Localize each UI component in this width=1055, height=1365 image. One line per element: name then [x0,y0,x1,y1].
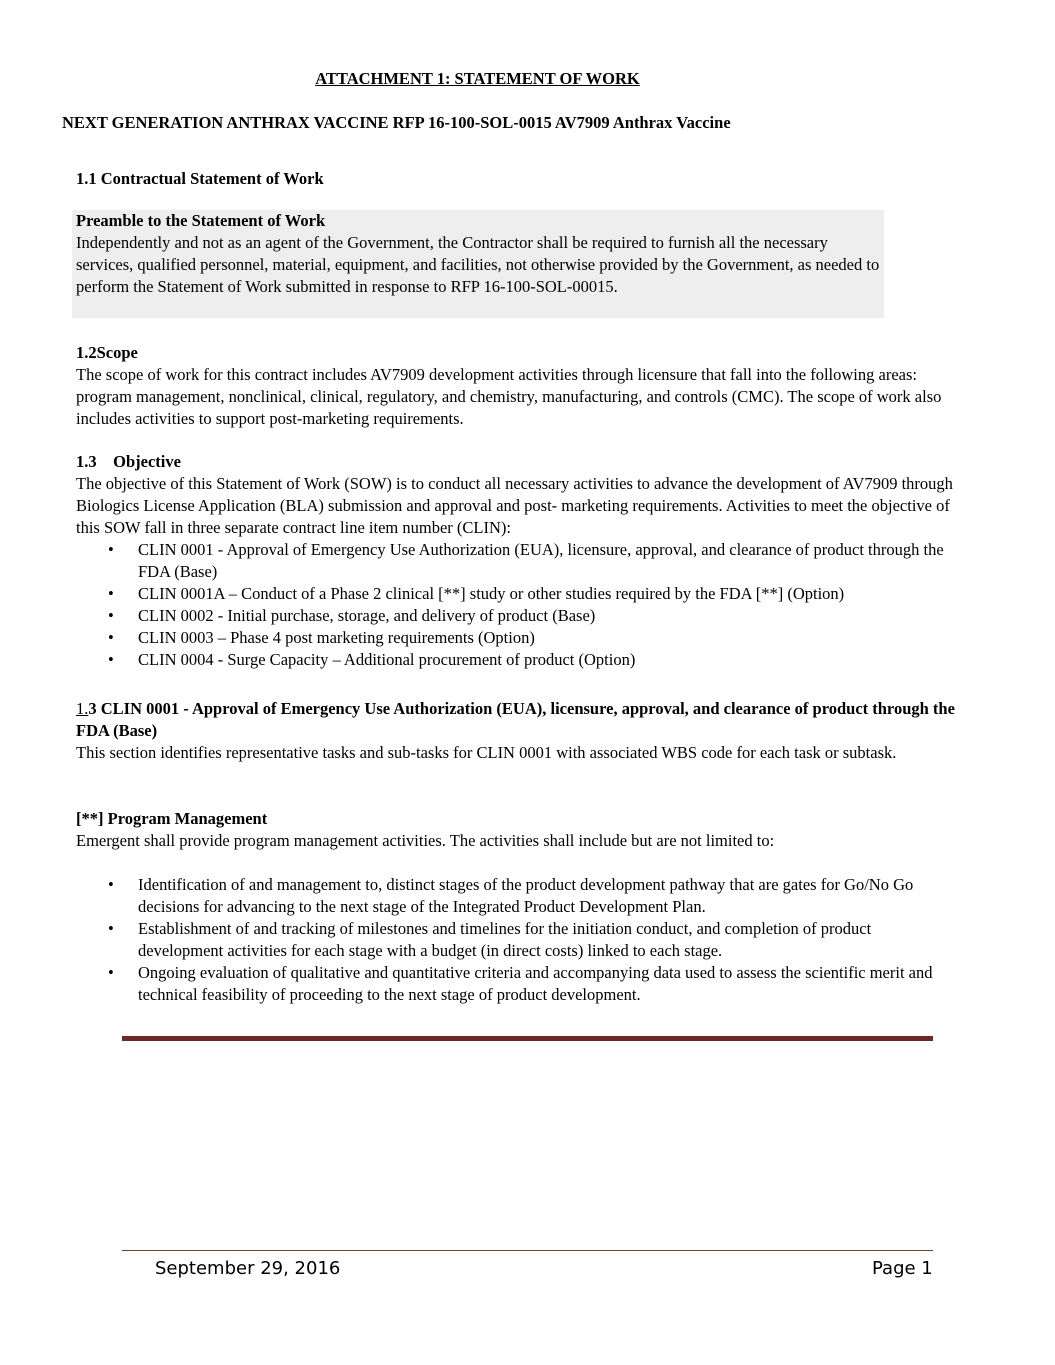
section-1-3-text: The objective of this Statement of Work (SOW) is to conduct all necessary activities to advance the development of AV7909 through Biologics License Application (BLA) submission and approval and post- marketing requirements. Activities to meet the objective of this SOW fall in three separate contract line item number (CLIN): [76,474,953,537]
bullet-icon: • [108,540,114,559]
clin-0001-heading: 1.3 CLIN 0001 - Approval of Emergency Use Authorization (EUA), licensure, approval, and clearance of product through the FDA (Base) [76,699,955,740]
preamble-block [76,210,882,298]
bullet-icon: • [108,875,114,894]
list-item: • CLIN 0002 - Initial purchase, storage, and delivery of product (Base) [108,606,596,625]
bullet-icon: • [108,606,114,625]
bullet-icon: • [108,584,114,603]
program-management-text: Emergent shall provide program management activities. The activities shall include but are not limited to: [76,831,775,850]
list-item: • CLIN 0004 - Surge Capacity – Additional procurement of product (Option) [108,650,636,669]
bullet-icon: • [108,628,114,647]
document-title: ATTACHMENT 1: STATEMENT OF WORK [315,69,640,88]
list-item: • Ongoing evaluation of qualitative and quantitative criteria and accompanying data used to assess the scientific merit and technical feasibility of proceeding to the next stage of product development. [108,963,933,1004]
bullet-icon: • [108,919,114,938]
list-item: • CLIN 0001 - Approval of Emergency Use Authorization (EUA), licensure, approval, and clearance of product through the FDA (Base) [108,540,944,581]
preamble-heading: Preamble to the Statement of Work [76,211,326,230]
footer-rule [122,1250,933,1251]
section-1-3-heading: 1.3 Objective [76,452,181,471]
preamble-text: Independently and not as an agent of the Government, the Contractor shall be required to furnish all the necessary services, qualified personnel, material, equipment, and facilities, not otherwise provided by the Government, as needed to perform the Statement of Work submitted in response to RFP 16-100-SOL-00015. [76,233,880,296]
clin-0001-heading-number: 1. [76,699,89,718]
bullet-icon: • [108,963,114,982]
list-item: • CLIN 0001A – Conduct of a Phase 2 clinical [**] study or other studies required by the FDA [**] (Option) [108,584,845,603]
program-management-section [76,808,966,1006]
bullet-icon: • [108,650,114,669]
footer-page-number: Page 1 [872,1258,933,1279]
section-1-2-heading: 1.2Scope [76,343,138,362]
section-1-1-heading: 1.1 Contractual Statement of Work [76,169,324,188]
program-management-heading: [**] Program Management [76,809,268,828]
section-divider [122,1036,933,1041]
list-item: • CLIN 0003 – Phase 4 post marketing requirements (Option) [108,628,535,647]
program-management-list [76,874,956,1006]
list-item: • Identification of and management to, distinct stages of the product development pathway that are gates for Go/No Go decisions for advancing to the next stage of the Integrated Product Development Plan. [108,875,914,916]
section-1-2-text: The scope of work for this contract includes AV7909 development activities through licensure that fall into the following areas: program management, nonclinical, clinical, regulatory, and chemistry, manufacturing, and controls (CMC). The scope of work also includes activities to support post-marketing requirements. [76,365,942,428]
document-subtitle: NEXT GENERATION ANTHRAX VACCINE RFP 16-100-SOL-0015 AV7909 Anthrax Vaccine [62,113,731,132]
footer-date: September 29, 2016 [155,1258,341,1279]
clin-0001-section [76,698,966,764]
section-1-2 [76,342,966,430]
list-item: • Establishment of and tracking of milestones and timelines for the initiation conduct, and completion of product development activities for each stage with a budget (in direct costs) linked to each stage. [108,919,872,960]
clin-list [76,539,956,671]
clin-0001-text: This section identifies representative tasks and sub-tasks for CLIN 0001 with associated WBS code for each task or subtask. [76,743,897,762]
section-1-3 [76,451,966,671]
